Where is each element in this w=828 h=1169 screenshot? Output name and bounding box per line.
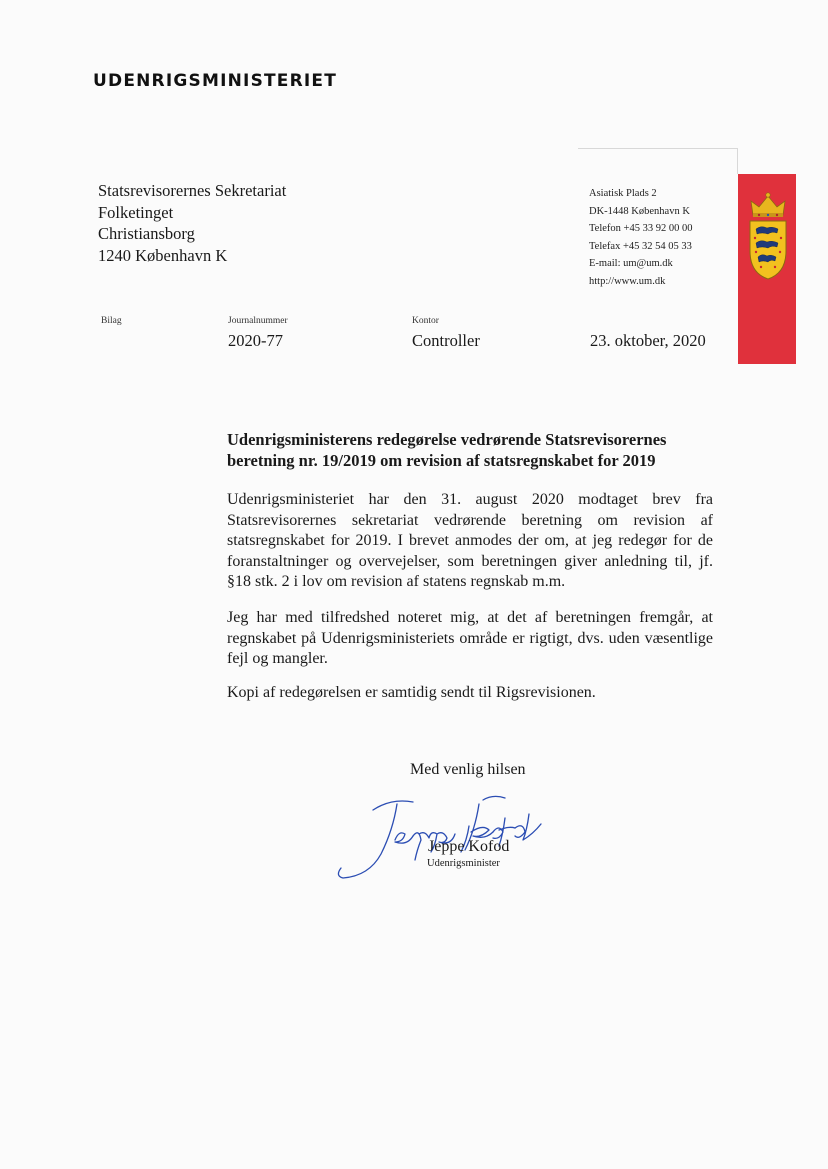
journal-number: 2020-77: [228, 331, 283, 350]
letter-paragraph: Udenrigsministeriet har den 31. august 2020 modtaget brev fra Statsrevisorernes sekretariat vedrørende beretning om revision af statsregnskabet for 2019. I brevet anmodes der om, at jeg redegør for de foranstaltninger og overvejelser, som beretningen giver anledning til, jf. §18 stk. 2 i lov om revision af statens regnskab m.m.: [227, 491, 713, 590]
letter-date: 23. oktober, 2020: [590, 331, 706, 350]
contact-email: E-mail: um@um.dk: [589, 258, 673, 269]
kontor-value: Controller: [412, 331, 480, 350]
letter-paragraph: Kopi af redegørelsen er samtidig sendt til Rigsrevisionen.: [227, 684, 596, 701]
recipient-line: Folketinget: [98, 202, 174, 222]
contact-line: DK-1448 København K: [589, 205, 690, 217]
bilag-label: Bilag: [101, 316, 122, 326]
recipient-line: Christiansborg: [98, 224, 195, 243]
closing-greeting: Med venlig hilsen: [410, 761, 526, 778]
contact-website: http://www.um.dk: [589, 275, 666, 287]
kontor-label: Kontor: [412, 316, 439, 326]
recipient-line: Statsrevisorernes Sekretariat: [98, 181, 287, 200]
coat-of-arms-icon: [747, 191, 789, 281]
journal-label: Journalnummer: [228, 316, 288, 326]
signer-title: Udenrigsminister: [427, 858, 500, 869]
recipient-line: 1240 København K: [98, 245, 228, 265]
recipient-address: [98, 180, 286, 266]
header-divider: [578, 148, 738, 149]
letter-paragraph: Jeg har med tilfredshed noteret mig, at det af beretningen fremgår, at regnskabet på Udenrigsministeriets område er rigtigt, dvs. uden væsentlige fejl og mangler.: [227, 609, 713, 667]
ministry-name: UDENRIGSMINISTERIET: [93, 71, 338, 91]
letter-subject: Udenrigsministerens redegørelse vedrørende Statsrevisorernes beretning nr. 19/2019 om revision af statsregnskabet for 2019: [227, 430, 667, 470]
signer-name: Jeppe Kofod: [428, 838, 510, 855]
contact-line: Asiatisk Plads 2: [589, 188, 657, 199]
contact-line: Telefax +45 32 54 05 33: [589, 240, 692, 252]
contact-block: [589, 185, 692, 290]
header-divider-vertical: [737, 148, 738, 174]
contact-line: Telefon +45 33 92 00 00: [589, 223, 693, 234]
